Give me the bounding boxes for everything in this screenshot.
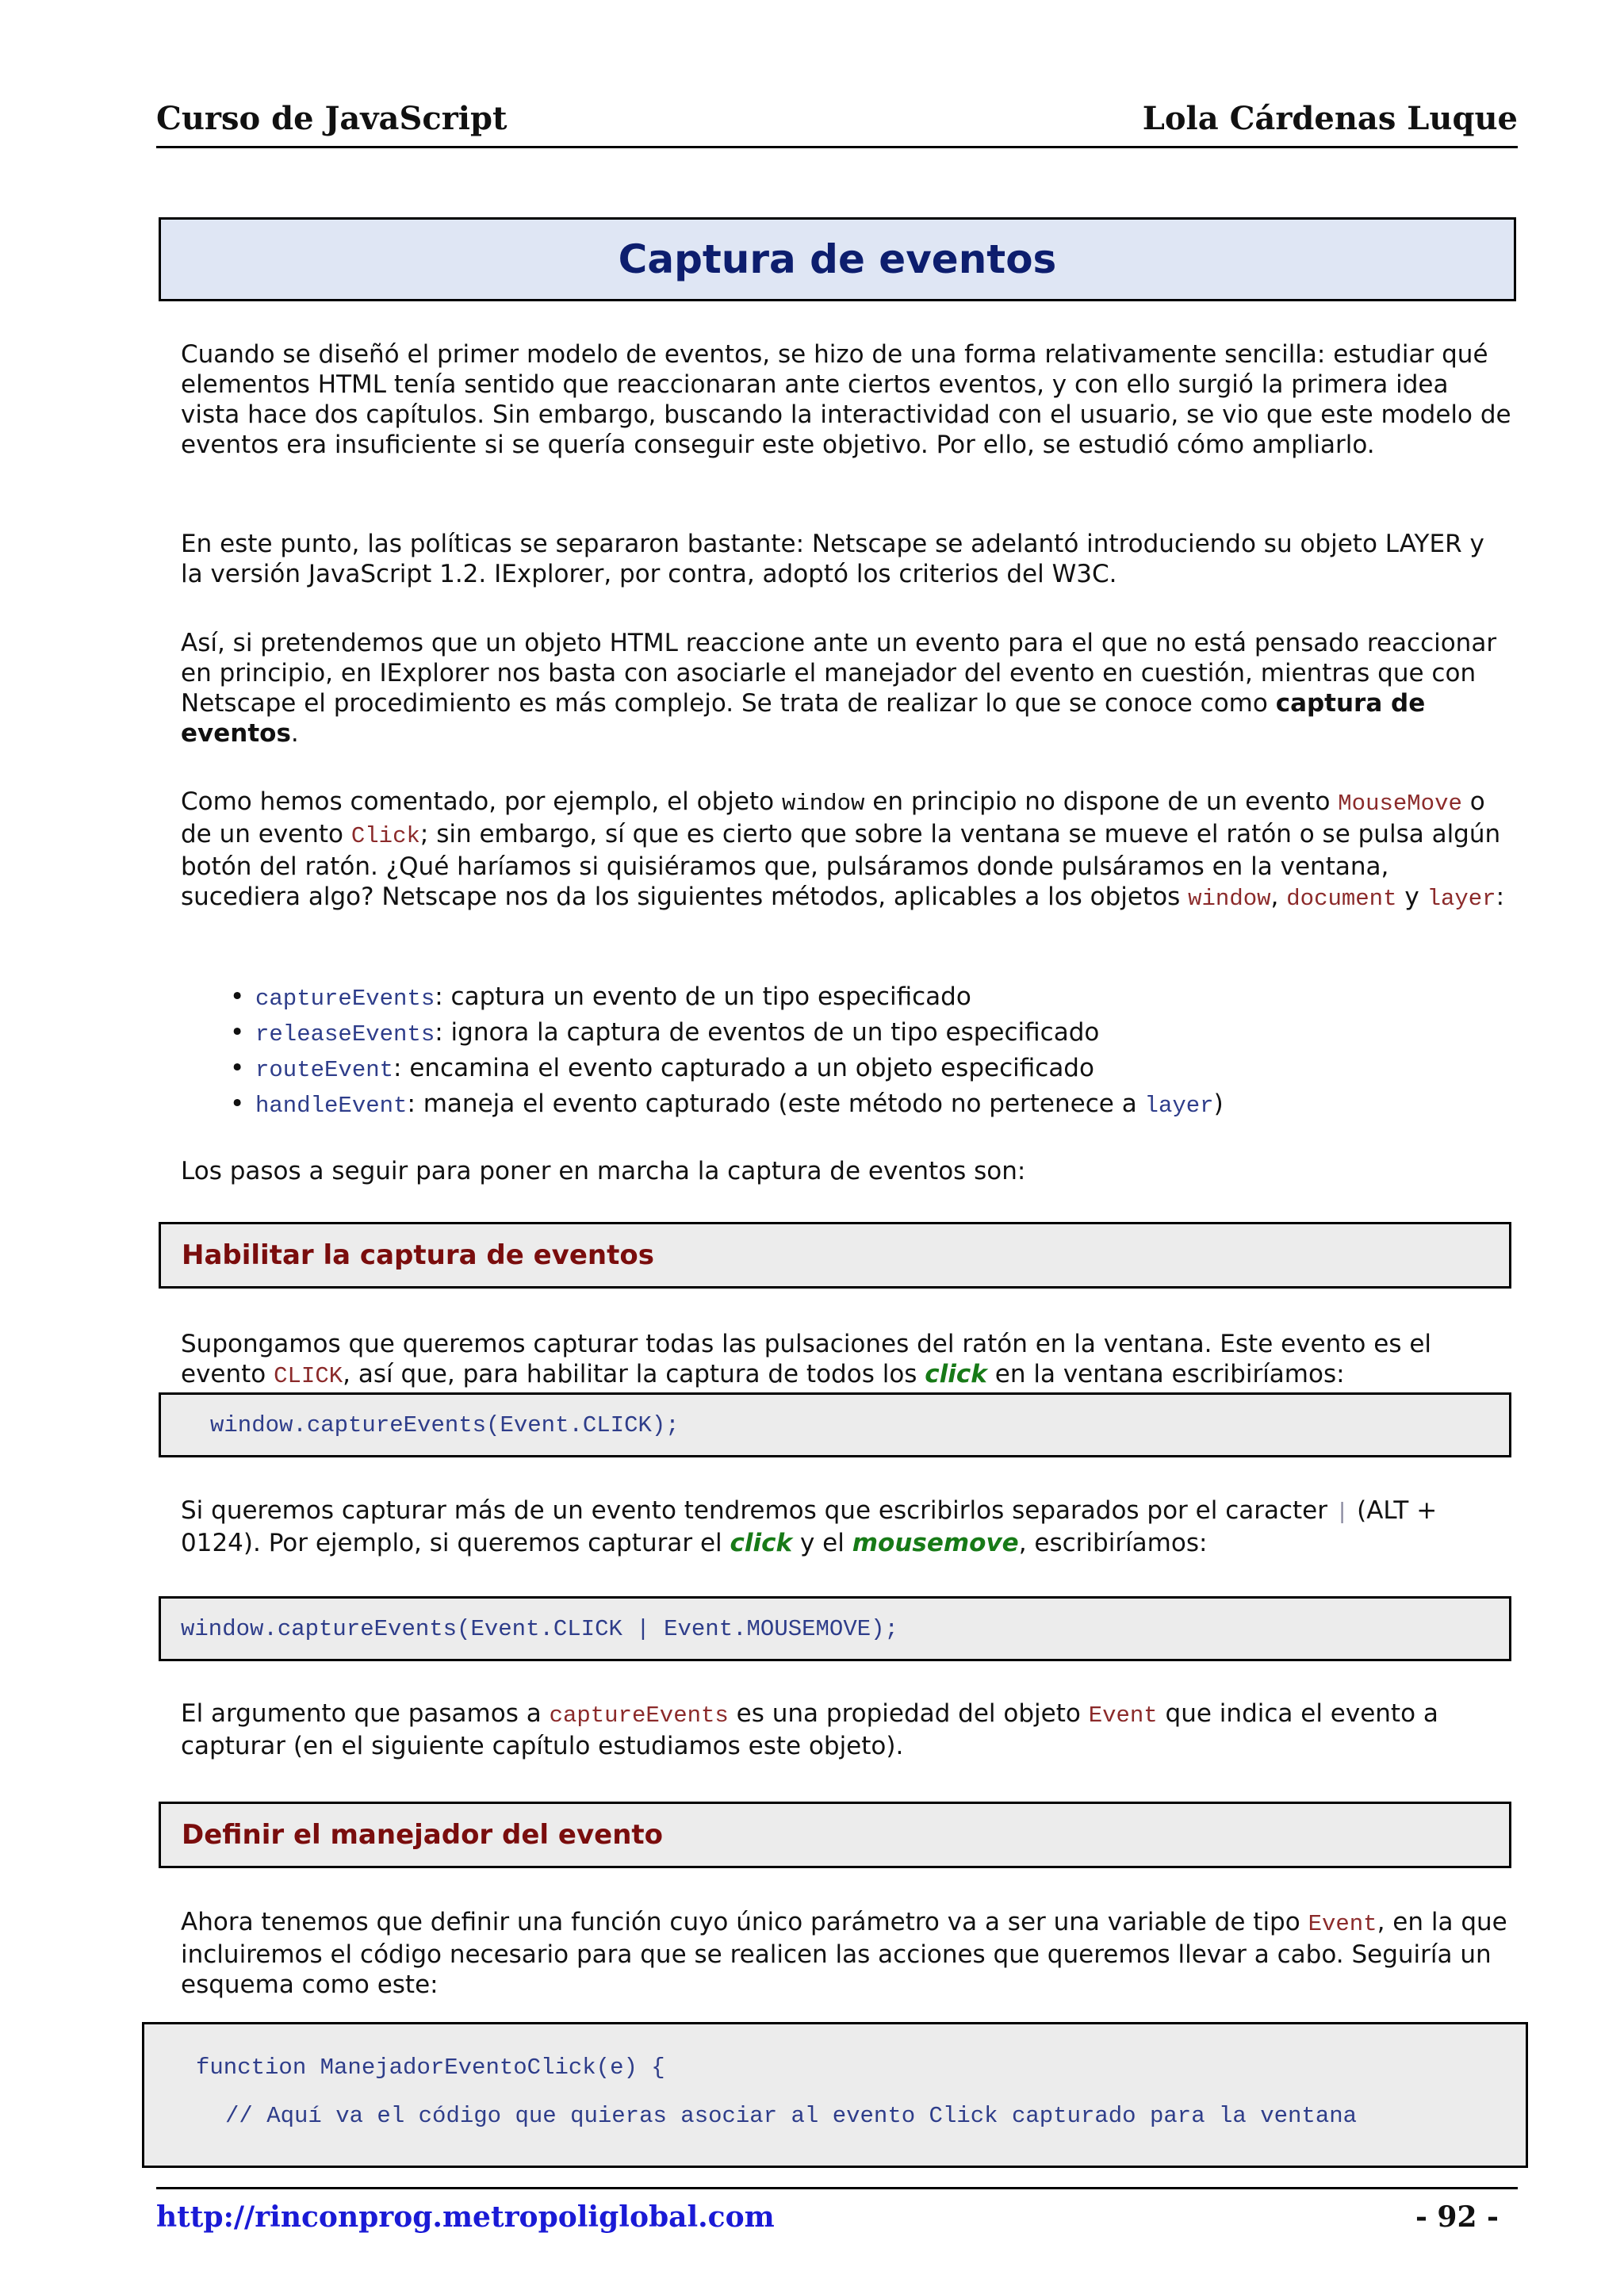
text-run: . <box>290 719 299 748</box>
paragraph-text: En este punto, las políticas se separaron bastante: Netscape se adelantó introduciendo su objeto LAYER y la versión JavaScript 1.2. IExplorer, por contra, adoptó los criterios del W3C. <box>181 530 1484 588</box>
text-run: Supongamos que queremos capturar todas las pulsaciones del ratón en la ventana. Este evento es el evento <box>181 1330 1432 1388</box>
text-run: y <box>1396 883 1427 911</box>
bullet-icon: • <box>230 1054 245 1082</box>
list-item <box>230 1051 1499 1087</box>
code-event: Event <box>1308 1911 1377 1937</box>
code-line: function ManejadorEventoClick(e) { <box>196 2055 665 2081</box>
paragraph-text <box>181 1698 1513 1761</box>
paragraph-text <box>181 1496 1513 1558</box>
text-run: en principio no dispone de un evento <box>864 787 1339 816</box>
section1-paragraph-2 <box>181 1496 1513 1558</box>
author-name: Lola Cárdenas Luque <box>1142 100 1518 137</box>
bullet-icon: • <box>230 1090 245 1118</box>
method-desc: : encamina el evento capturado a un objeto especificado <box>393 1054 1094 1082</box>
section1-paragraph <box>181 1329 1513 1392</box>
keyword-click: click <box>730 1529 793 1557</box>
paragraph-text: Los pasos a seguir para poner en marcha la captura de eventos son: <box>181 1157 1026 1185</box>
code-event: Event <box>1088 1702 1158 1729</box>
code-line: window.captureEvents(Event.CLICK | Event.MOUSEMOVE); <box>181 1616 898 1642</box>
capture-paragraph <box>181 628 1513 749</box>
section2-paragraph <box>181 1907 1513 2000</box>
text-run: Así, si pretendemos que un objeto HTML reaccione ante un evento para el que no está pensado reaccionar en principio, en IExplorer nos basta con asociarle el manejador del evento en cuestión, mientras que con Netscape el procedimiento es más complejo. Se trata de realizar lo que se conoce como <box>181 629 1497 718</box>
code-click: Click <box>350 823 420 849</box>
keyword-click: click <box>925 1360 987 1388</box>
text-run: que indica el evento a capturar (en el siguiente capítulo estudiamos este objeto). <box>181 1699 1438 1760</box>
bold-term: captura de eventos <box>181 689 1426 748</box>
text-run: , escribiríamos: <box>1018 1529 1208 1557</box>
code-click: CLICK <box>274 1363 343 1389</box>
code-layer: layer <box>1427 886 1496 912</box>
code-window: window <box>1188 886 1271 912</box>
code-mousemove: MouseMove <box>1338 791 1462 817</box>
text-run: ) <box>1213 1090 1224 1118</box>
text-run: Como hemos comentado, por ejemplo, el objeto <box>181 787 782 816</box>
text-run: , así que, para habilitar la captura de todos los <box>343 1360 925 1388</box>
text-run: , en la que incluiremos el código necesario para que se realicen las acciones que queremos llevar a cabo. Seguiría un esquema como este: <box>181 1908 1507 1999</box>
text-run: (ALT + 0124). Por ejemplo, si queremos capturar el <box>181 1496 1438 1557</box>
code-document: document <box>1286 886 1397 912</box>
paragraph-text <box>181 1907 1513 2000</box>
keyword-mousemove: mousemove <box>852 1529 1019 1557</box>
code-layer: layer <box>1144 1093 1214 1119</box>
code-line: window.captureEvents(Event.CLICK); <box>210 1412 680 1438</box>
bullet-icon: • <box>230 982 245 1011</box>
course-title: Curso de JavaScript <box>156 100 508 137</box>
text-run: en la ventana escribiríamos: <box>986 1360 1345 1388</box>
text-run: : <box>1496 883 1505 911</box>
methods-list <box>230 980 1499 1123</box>
text-run: , <box>1270 883 1287 911</box>
method-desc: : ignora la captura de eventos de un tipo especificado <box>435 1018 1100 1047</box>
paragraph-text <box>181 1329 1513 1392</box>
text-run: o de un evento <box>181 787 1485 848</box>
page-header <box>156 94 1518 148</box>
method-name: releaseEvents <box>255 1021 435 1047</box>
section-heading-enable-capture: Habilitar la captura de eventos <box>159 1222 1511 1289</box>
text-run: y el <box>792 1529 852 1557</box>
code-comment-line: // Aquí va el código que quieras asociar al evento Click capturado para la ventana <box>225 2103 1358 2129</box>
list-item <box>230 1016 1499 1051</box>
method-name: routeEvent <box>255 1057 394 1083</box>
text-run: es una propiedad del objeto <box>728 1699 1089 1728</box>
intro-paragraph <box>181 339 1513 460</box>
method-name: captureEvents <box>255 986 435 1012</box>
code-pipe: | <box>1335 1499 1350 1526</box>
code-captureevents: captureEvents <box>549 1702 729 1729</box>
footer-link[interactable]: http://rinconprog.metropoliglobal.com <box>156 2200 775 2234</box>
paragraph-text <box>181 787 1513 914</box>
method-desc: : captura un evento de un tipo especificado <box>435 982 971 1011</box>
page-footer <box>156 2187 1518 2253</box>
text-run: Ahora tenemos que definir una función cuyo único parámetro va a ser una variable de tipo <box>181 1908 1308 1936</box>
section-heading-define-handler: Definir el manejador del evento <box>159 1802 1511 1868</box>
method-name: handleEvent <box>255 1093 408 1119</box>
example-paragraph <box>181 787 1513 914</box>
paragraph-text: Cuando se diseñó el primer modelo de eventos, se hizo de una forma relativamente sencilla: estudiar qué elementos HTML tenía sentido que reaccionaran ante ciertos eventos, y con ello surgió la primera idea vista hace dos capítulos. Sin embargo, buscando la interactividad con el usuario, se vio que este modelo de eventos era insuficiente si se quería conseguir este objetivo. Por ello, se estudió cómo ampliarlo. <box>181 340 1511 459</box>
policies-paragraph <box>181 529 1513 589</box>
code-window: window <box>781 791 865 817</box>
list-item <box>230 1087 1499 1123</box>
section1-paragraph-3 <box>181 1698 1513 1761</box>
method-desc: : maneja el evento capturado (este método no pertenece a <box>407 1090 1145 1118</box>
text-run: ; sin embargo, sí que es cierto que sobre la ventana se mueve el ratón o se pulsa algún botón del ratón. ¿Qué haríamos si quisiéramos que, pulsáramos donde pulsáramos en la ventana, sucediera algo? Netscape nos da los siguientes métodos, aplicables a los objetos <box>181 820 1501 911</box>
chapter-title: Captura de eventos <box>159 217 1516 301</box>
code-block-3 <box>142 2022 1528 2168</box>
bullet-icon: • <box>230 1018 245 1047</box>
code-block-2 <box>159 1596 1511 1661</box>
steps-paragraph <box>181 1156 1513 1186</box>
text-run: El argumento que pasamos a <box>181 1699 550 1728</box>
text-run: Si queremos capturar más de un evento tendremos que escribirlos separados por el caracter <box>181 1496 1335 1525</box>
paragraph-text <box>181 628 1513 749</box>
code-block-1 <box>159 1392 1511 1457</box>
page-number: - 92 - <box>1415 2200 1499 2234</box>
list-item <box>230 980 1499 1016</box>
